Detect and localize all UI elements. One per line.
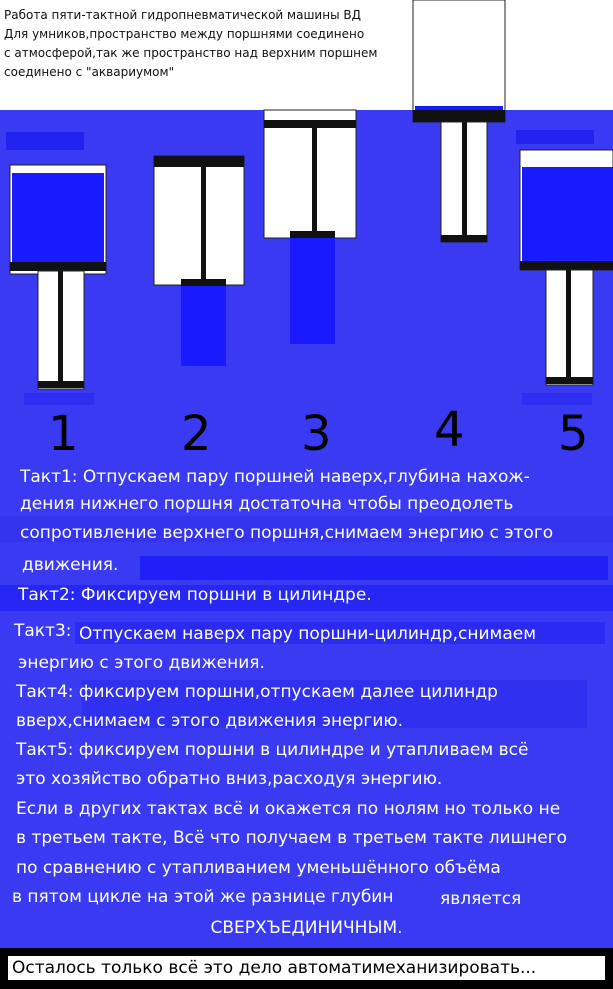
lower-piston	[441, 235, 487, 242]
conclusion-line-3: по сравнению с утапливанием уменьшённого объёма	[16, 858, 501, 878]
cylinder-body	[154, 156, 244, 285]
upper-piston	[413, 110, 505, 122]
step-2: Такт2: Фиксируем поршни в цилиндре.	[18, 585, 372, 605]
piston-rod	[58, 271, 63, 384]
step-3-label: Такт3:	[14, 621, 72, 641]
conclusion-line-5: СВЕРХЪЕДИНИЧНЫМ.	[210, 918, 403, 938]
step-1-line-4: движения.	[22, 555, 119, 575]
header-line-4: соединено с "аквариумом"	[4, 65, 175, 79]
lower-piston	[181, 279, 226, 286]
piston-rod	[462, 122, 467, 237]
cylinder-1	[10, 165, 106, 389]
cylinder-water	[12, 173, 104, 262]
cylinder-number-1: 1	[48, 406, 79, 462]
cylinder-number-2: 2	[181, 406, 212, 462]
piston-rod	[566, 270, 571, 380]
upper-piston	[264, 120, 356, 128]
upper-piston	[520, 261, 613, 270]
conclusion-line-4a: в пятом цикле на этой же разнице глубин	[12, 887, 394, 907]
piston-rod	[312, 128, 317, 233]
cylinder-number-4: 4	[434, 402, 465, 458]
conclusion-line-4b: является	[440, 889, 522, 909]
cylinder-number-3: 3	[301, 406, 332, 462]
header-line-2: Для умников,пространство между поршнями соединено	[4, 27, 365, 41]
step-4-line-2: вверх,снимаем с этого движения энергию.	[16, 711, 404, 731]
cylinder-diagram	[0, 0, 613, 470]
cylinder-2	[154, 156, 244, 366]
shade-patch	[522, 393, 592, 405]
step-3-line-2: энергию с этого движения.	[18, 653, 265, 673]
shade-patch	[24, 393, 94, 405]
header-line-1: Работа пяти-тактной гидропневматической машины ВД	[4, 8, 361, 22]
cylinder-water	[522, 167, 613, 261]
step-5-line-2: это хозяйство обратно вниз,расходуя энергию.	[16, 769, 443, 789]
cylinder-body	[264, 110, 356, 238]
lower-water	[181, 286, 226, 366]
step-4-line-1: Такт4: фиксируем поршни,отпускаем далее цилиндр	[16, 682, 498, 702]
cylinder-number-5: 5	[558, 406, 589, 462]
cylinder-4	[413, 0, 505, 242]
lower-piston	[290, 231, 335, 238]
step-3-line-1: Отпускаем наверх пару поршни-цилиндр,снимаем	[79, 624, 537, 644]
step-1-line-3: сопротивление верхнего поршня,снимаем энергию с этого	[20, 523, 554, 543]
shade-bar	[140, 556, 608, 580]
footer-box	[7, 955, 606, 981]
upper-piston	[10, 262, 106, 271]
conclusion-line-1: Если в других тактах всё и окажется по нолям но только не	[16, 799, 561, 819]
cylinder-5	[520, 150, 613, 385]
lower-piston	[546, 377, 593, 384]
shade-patch	[516, 130, 594, 144]
piston-rod	[201, 167, 206, 283]
cylinder-3	[264, 110, 356, 344]
footer-text: Осталось только всё это дело автоматимеханизировать...	[12, 958, 537, 978]
header-line-3: с атмосферой,так же пространство над верхним поршнем	[4, 46, 378, 60]
upper-piston	[154, 156, 244, 167]
cylinder-water	[415, 106, 503, 110]
footer-bar	[0, 948, 613, 989]
step-1-line-1: Такт1: Отпускаем пару поршней наверх,глубина нахож-	[20, 467, 530, 487]
lower-water	[290, 238, 335, 344]
conclusion-line-2: в третьем такте, Всё что получаем в третьем такте лишнего	[16, 828, 568, 848]
step-5-line-1: Такт5: фиксируем поршни в цилиндре и утапливаем всё	[16, 740, 529, 760]
shade-patch	[6, 132, 84, 150]
cylinder-body	[413, 0, 505, 122]
step-1-line-2: дения нижнего поршня достаточна чтобы преодолеть	[20, 494, 514, 514]
lower-piston	[38, 381, 84, 388]
